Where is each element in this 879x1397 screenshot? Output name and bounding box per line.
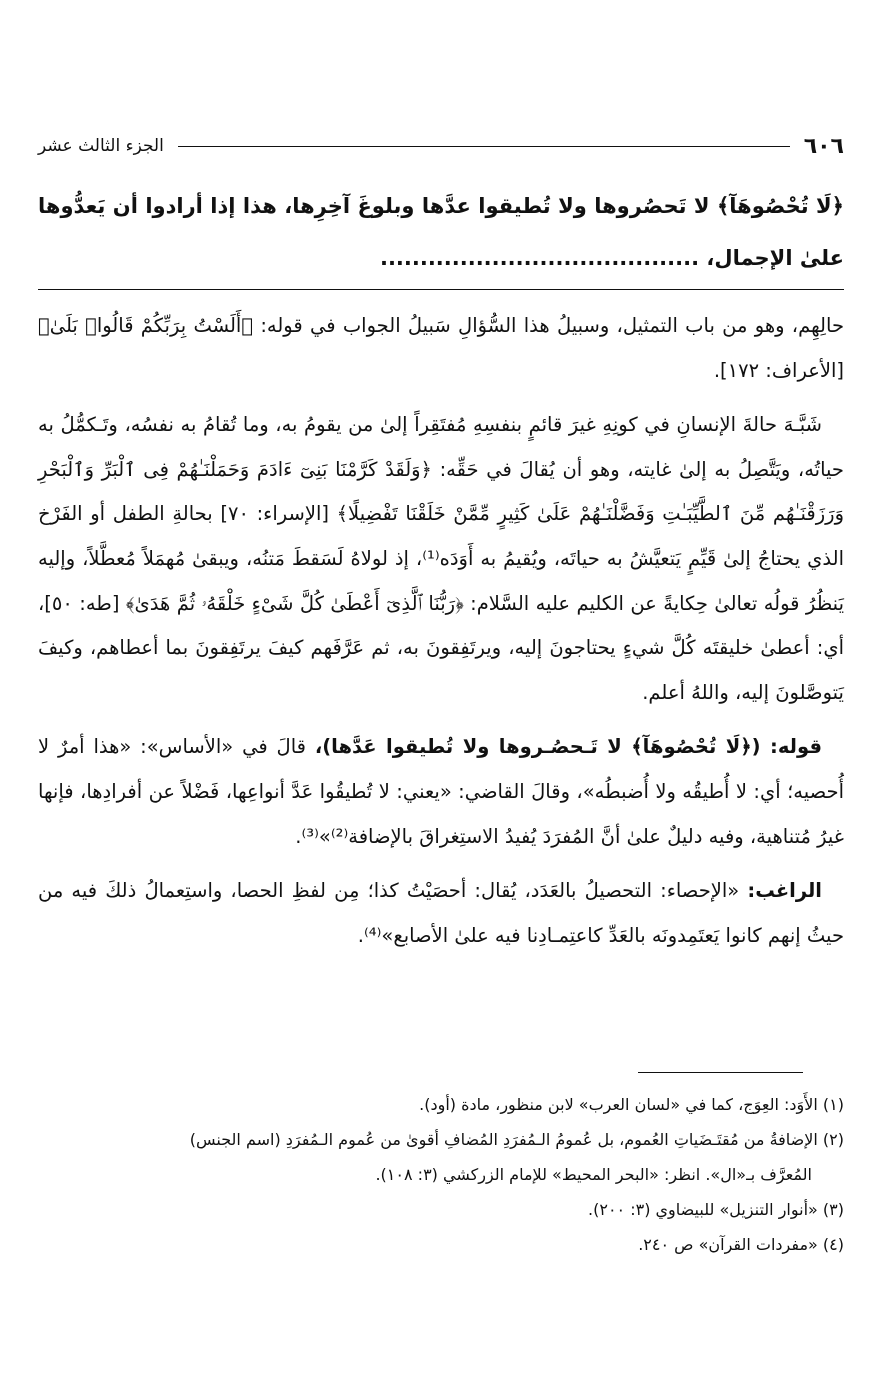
- paragraph-lead: قوله: (﴿لَا تُحْصُوهَآ﴾ لا تَـحصُـروها ولا تُطيقوا عَدَّها)،: [314, 735, 822, 759]
- header-rule: [178, 146, 790, 147]
- footnote: (١) الأَوَد: العِوَج، كما في «لسان العرب» لابن منظور، مادة (أود).: [419, 1095, 844, 1114]
- footnote: (٣) «أنوار التنزيل» للبيضاوي (٣: ٢٠٠).: [588, 1200, 844, 1219]
- part-title: الجزء الثالث عشر: [38, 136, 164, 156]
- paragraph-text: قالَ في «الأساس»: «هذا أمرٌ لا أُحصيه؛ أي: لا أُطيقُه ولا أُضبطُه»، وقالَ القاضي: «يعني: لا تُطيقُوا عَدَّ أنواعِها، فَضْلاً عن أفرادِها، فإنها غيرُ مُتناهية، وفيه دليلٌ علىٰ أنَّ المُفرَدَ يُفيدُ الاستِغراقَ بالإضافة⁽²⁾»⁽³⁾.: [38, 735, 844, 848]
- quoted-commentary-text: ﴿لَا تُحْصُوهَآ﴾ لا تَحصُروها ولا تُطيقوا عدَّها وبلوغَ آخِرِها، هذا إذا أرادوا أن يَعدُّوها علىٰ الإجمال، ........................................: [38, 194, 844, 270]
- footnote: (٤) «مفردات القرآن» ص ٢٤٠.: [638, 1235, 844, 1254]
- paragraph: شَبَّـهَ حالةَ الإنسانِ في كونِهِ غيرَ قائمٍ بنفسِهِ مُفتَقِراً إلىٰ من يقومُ به، وما تُقامُ به نفسُه، وتَـكمُّلُ به حياتُه، ويَتَّصِلُ به إلىٰ غايته، وهو أن يُقالَ في حَقِّه: ﴿وَلَقَدْ كَرَّمْنَا بَنِىٓ ءَادَمَ وَحَمَلْنَـٰهُمْ فِى ٱلْبَرِّ وَٱلْبَحْرِ وَرَزَقْنَـٰهُم مِّنَ ٱلطَّيِّبَـٰتِ وَفَضَّلْنَـٰهُمْ عَلَىٰ كَثِيرٍ مِّمَّنْ خَلَقْنَا تَفْضِيلًا﴾ [الإسراء: ٧٠] بحالةِ الطفل أو الفَرْخ الذي يحتاجُ إلىٰ قَيِّمٍ يَتعيَّشُ به حياتَه، ويُقيمُ به أَوَدَه⁽¹⁾، إذ لولاهُ لَسَقطَ مَتنُه، ويبقىٰ مُهمَلاً مُعطَّلاً، وإليه يَنظُرُ قولُه تعالىٰ حِكايةً عن الكليم عليه السَّلام: ﴿رَبُّنَا ٱلَّذِىٓ أَعْطَىٰ كُلَّ شَىْءٍ خَلْقَهُۥ ثُمَّ هَدَىٰ﴾ [طه: ٥٠]، أي: أعطىٰ خليقتَه كُلَّ شيءٍ يحتاجونَ إليه، ويرتَفِقونَ به، ثم عَرَّفَهم كيفَ يرتَفِقونَ بما أعطاهم، وكيفَ يَتوصَّلونَ إليه، واللهُ أعلم.: [38, 413, 844, 704]
- body-text: [38, 304, 844, 968]
- footnotes: [38, 1090, 844, 1265]
- page-header: [38, 126, 844, 166]
- paragraph: حالِهِم، وهو من باب التمثيل، وسبيلُ هذا السُّؤالِ سَبيلُ الجواب في قوله: ﴿أَلَسْتُ بِرَبِّكُمْ قَالُوا۟ بَلَىٰ﴾ [الأعراف: ١٧٢].: [38, 314, 844, 382]
- paragraph-qawluhu: [38, 725, 844, 859]
- page-number: ٦٠٦: [803, 133, 844, 159]
- footnote: (٢) الإضافةُ من مُقتَـضَياتِ العُموم، بل عُمومُ الـمُفرَدِ المُضافِ أقوىٰ من عُموم الـمُفرَدِ (اسم الجنس): [189, 1130, 844, 1149]
- footnote-separator: [638, 1072, 803, 1073]
- separator-rule: [38, 289, 844, 290]
- quoted-commentary: [38, 180, 844, 284]
- paragraph-raghib: [38, 869, 844, 958]
- paragraph-text: «الإحصاء: التحصيلُ بالعَدَد، يُقال: أحصَيْتُ كذا؛ مِن لفظِ الحصا، واستِعمالُ ذلكَ فيه من حيثُ إنهم كانوا يَعتَمِدونَه بالعَدِّ كاعتِمـادِنا فيه علىٰ الأصابع»⁽⁴⁾.: [38, 879, 844, 947]
- footnote-continuation: المُعرَّف بـ«ال». انظر: «البحر المحيط» للإمام الزركشي (٣: ١٠٨).: [375, 1165, 812, 1184]
- paragraph-lead: الراغب:: [747, 879, 822, 903]
